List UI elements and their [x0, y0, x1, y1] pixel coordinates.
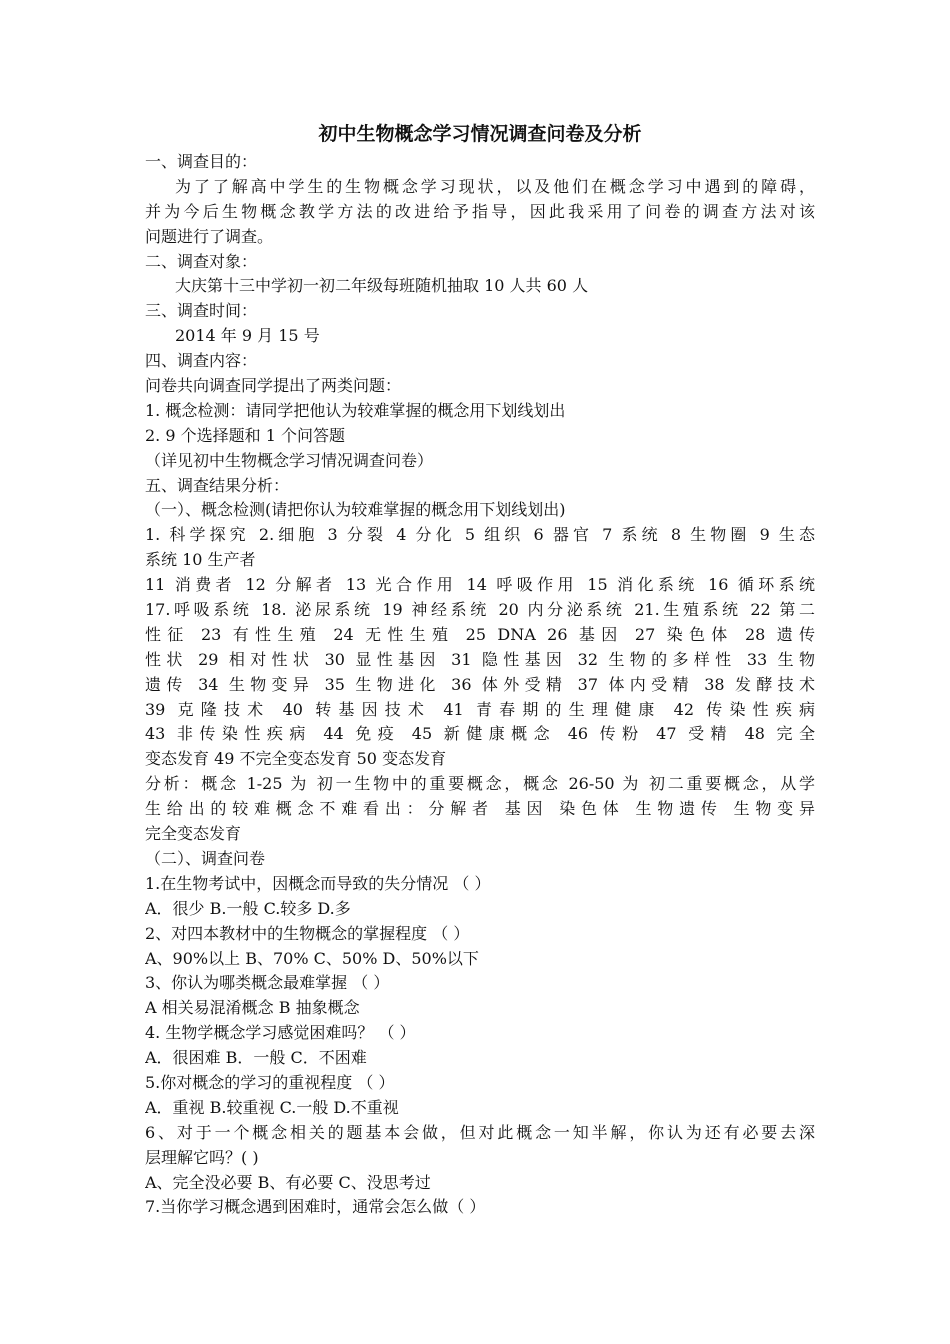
text-line: A 相关易混淆概念 B 抽象概念	[145, 998, 360, 1018]
document-page	[145, 120, 815, 1220]
text-line: 39 克隆技术 40 转基因技术 41 青春期的生理健康 42 传染性疾病	[145, 699, 815, 719]
text-line: （二）、调查问卷	[145, 848, 266, 868]
text-line: 一、调查目的：	[145, 152, 258, 171]
text-line: 性征 23 有性生殖 24 无性生殖 25 DNA 26 基因 27 染色体 28 遗传	[145, 624, 815, 644]
text-line: 5.你对概念的学习的重视程度 （ ）	[145, 1072, 395, 1092]
text-line: 三、调查时间：	[145, 301, 258, 321]
text-line: 3、你认为哪类概念最难掌握 （ ）	[145, 973, 390, 993]
text-line: 问卷共向调查同学提出了两类问题：	[145, 376, 402, 396]
text-line: 17.呼吸系统 18. 泌尿系统 19 神经系统 20 内分泌系统 21.生殖系统 22 第二	[145, 600, 815, 620]
text-line: 6、对于一个概念相关的题基本会做，但对此概念一知半解，你认为还有必要去深	[145, 1122, 815, 1142]
text-line: 43 非传染性疾病 44 免疫 45 新健康概念 46 传粉 47 受精 48 完全	[145, 724, 815, 744]
text-line: 层理解它吗？( )	[145, 1147, 259, 1167]
text-line: A．重视 B.较重视 C.一般 D.不重视	[145, 1097, 399, 1117]
text-line: 1.在生物考试中，因概念而导致的失分情况 （ ）	[145, 873, 491, 893]
text-line: 7.当你学习概念遇到困难时，通常会怎么做（ ）	[145, 1197, 486, 1217]
text-line: 五、调查结果分析：	[145, 475, 290, 495]
document-title: 初中生物概念学习情况调查问卷及分析	[318, 123, 642, 145]
text-line: 遗传 34 生物变异 35 生物进化 36 体外受精 37 体内受精 38 发酵技术	[145, 674, 815, 694]
text-line: 4. 生物学概念学习感觉困难吗？ （ ）	[145, 1023, 416, 1043]
text-line: 2. 9 个选择题和 1 个问答题	[145, 425, 345, 445]
text-line: 2014 年 9 月 15 号	[175, 326, 320, 346]
text-line: A、完全没必要 B、有必要 C、没思考过	[145, 1172, 431, 1192]
text-line: 性状 29 相对性状 30 显性基因 31 隐性基因 32 生物的多样性 33 生物	[145, 649, 815, 669]
text-line: 为了了解高中学生的生物概念学习现状，以及他们在概念学习中遇到的障碍，	[175, 176, 815, 196]
text-line: 完全变态发育	[145, 824, 242, 844]
text-line: 变态发育 49 不完全变态发育 50 变态发育	[145, 749, 447, 769]
text-line: 大庆第十三中学初一初二年级每班随机抽取 10 人共 60 人	[175, 276, 589, 296]
text-line: A．很少 B.一般 C.较多 D.多	[145, 898, 351, 918]
text-line: （一）、概念检测(请把你认为较难掌握的概念用下划线划出)	[145, 500, 566, 520]
text-line: 分析：概念 1-25 为 初一生物中的重要概念，概念 26-50 为 初二重要概念，从学	[145, 774, 815, 794]
text-line: A、90%以上 B、70% C、50% D、50%以下	[145, 948, 479, 968]
text-line: 1. 科学探究 2.细胞 3 分裂 4 分化 5 组织 6 器官 7 系统 8 生物圈 9 生态	[145, 525, 815, 545]
document-body	[145, 150, 815, 1220]
text-line: 二、调查对象：	[145, 251, 258, 271]
text-line: 生给出的较难概念不难看出：分解者 基因 染色体 生物遗传 生物变异	[145, 799, 815, 819]
text-line: 系统 10 生产者	[145, 550, 256, 570]
text-line: A．很困难 B．一般 C．不困难	[145, 1048, 367, 1068]
text-line: 2、对四本教材中的生物概念的掌握程度 （ ）	[145, 923, 470, 943]
text-line: 问题进行了调查。	[145, 226, 274, 246]
text-line: 并为今后生物概念教学方法的改进给予指导，因此我采用了问卷的调查方法对该	[145, 201, 815, 221]
text-line: 11 消费者 12 分解者 13 光合作用 14 呼吸作用 15 消化系统 16 循环系统	[145, 575, 815, 595]
text-line: 四、调查内容：	[145, 351, 258, 371]
text-line: 1. 概念检测：请同学把他认为较难掌握的概念用下划线划出	[145, 400, 566, 420]
text-line: （详见初中生物概念学习情况调查问卷）	[145, 450, 434, 470]
